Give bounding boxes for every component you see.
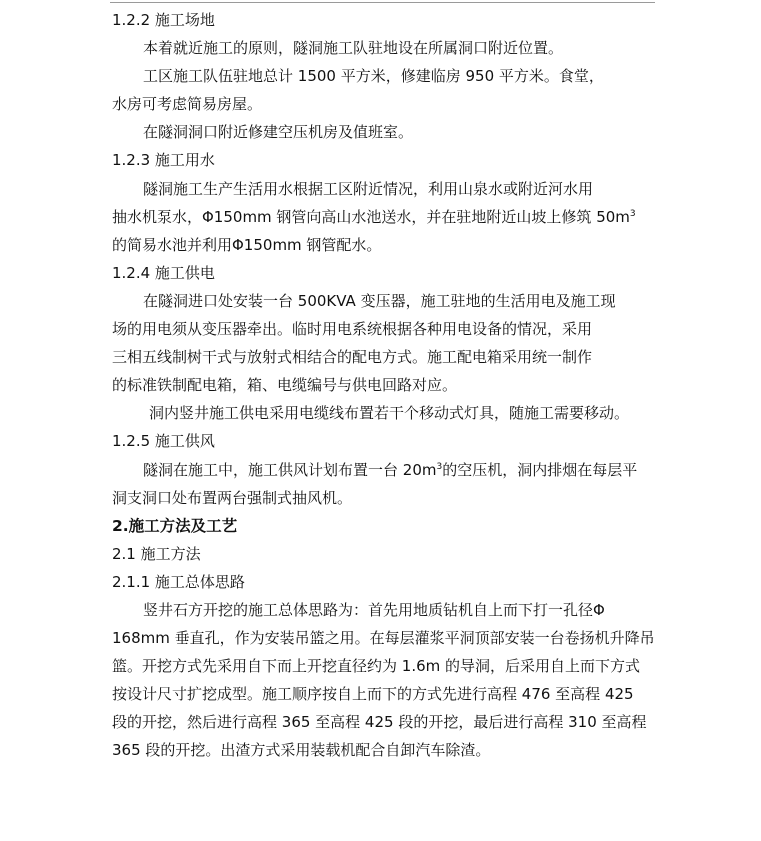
heading-2-1-1: 2.1.1 施工总体思路	[112, 572, 245, 591]
paragraph-line: 竖井石方开挖的施工总体思路为：首先用地质钻机自上而下打一孔径Φ	[143, 600, 605, 619]
paragraph-line: 365 段的开挖。出渣方式采用装载机配合自卸汽车除渣。	[112, 741, 491, 760]
paragraph-text: 的空压机，洞内排烟在每层平	[442, 460, 638, 479]
heading-2-1: 2.1 施工方法	[112, 544, 201, 563]
paragraph-line: 隧洞施工生产生活用水根据工区附近情况，利用山泉水或附近河水用	[143, 179, 594, 198]
superscript-3: 3	[436, 461, 443, 472]
superscript-3: 3	[629, 208, 636, 219]
page-top-rule	[110, 2, 655, 3]
paragraph-line: 篮。开挖方式先采用自下而上开挖直径约为 1.6m 的导洞，后采用自上而下方式	[112, 657, 641, 676]
paragraph-text: 抽水机泵水，Φ150mm 钢管向高山水池送水，并在驻地附近山坡上修筑 50m	[112, 207, 630, 226]
paragraph-line: 168mm 垂直孔，作为安装吊篮之用。在每层灌浆平洞顶部安装一台卷扬机升降吊	[112, 629, 655, 648]
paragraph-line: 在隧洞进口处安装一台 500KVA 变压器，施工驻地的生活用电及施工现	[143, 291, 616, 310]
paragraph-text: 隧洞在施工中，施工供风计划布置一台 20m	[143, 460, 437, 479]
paragraph-line: 洞内竖井施工供电采用电缆线布置若干个移动式灯具，随施工需要移动。	[149, 404, 630, 423]
paragraph-line: 按设计尺寸扩挖成型。施工顺序按自上而下的方式先进行高程 476 至高程 425	[112, 685, 634, 704]
heading-1-2-4: 1.2.4 施工供电	[112, 263, 215, 282]
paragraph-line: 三相五线制树干式与放射式相结合的配电方式。施工配电箱采用统一制作	[112, 348, 593, 367]
heading-1-2-5: 1.2.5 施工供风	[112, 432, 215, 451]
document-body	[112, 6, 672, 765]
paragraph-line: 工区施工队伍驻地总计 1500 平方米，修建临房 950 平方米。食堂，	[143, 67, 604, 86]
paragraph-line	[112, 456, 672, 484]
heading-1-2-3: 1.2.3 施工用水	[112, 151, 215, 170]
paragraph-line: 的标准铁制配电箱，箱、电缆编号与供电回路对应。	[112, 376, 458, 395]
paragraph-line: 的简易水池并利用Φ150mm 钢管配水。	[112, 235, 382, 254]
paragraph-line: 本着就近施工的原则，隧洞施工队驻地设在所属洞口附近位置。	[143, 39, 564, 58]
paragraph-line: 洞支洞口处布置两台强制式抽风机。	[112, 488, 353, 507]
paragraph-line: 在隧洞洞口附近修建空压机房及值班室。	[143, 123, 414, 142]
paragraph-line: 段的开挖，然后进行高程 365 至高程 425 段的开挖，最后进行高程 310 至高程	[112, 713, 647, 732]
paragraph-line: 水房可考虑简易房屋。	[112, 95, 263, 114]
heading-1-2-2: 1.2.2 施工场地	[112, 11, 215, 29]
paragraph-line	[112, 203, 672, 231]
heading-2: 2.施工方法及工艺	[112, 516, 238, 535]
paragraph-line: 场的用电须从变压器牵出。临时用电系统根据各种用电设备的情况，采用	[112, 320, 593, 339]
